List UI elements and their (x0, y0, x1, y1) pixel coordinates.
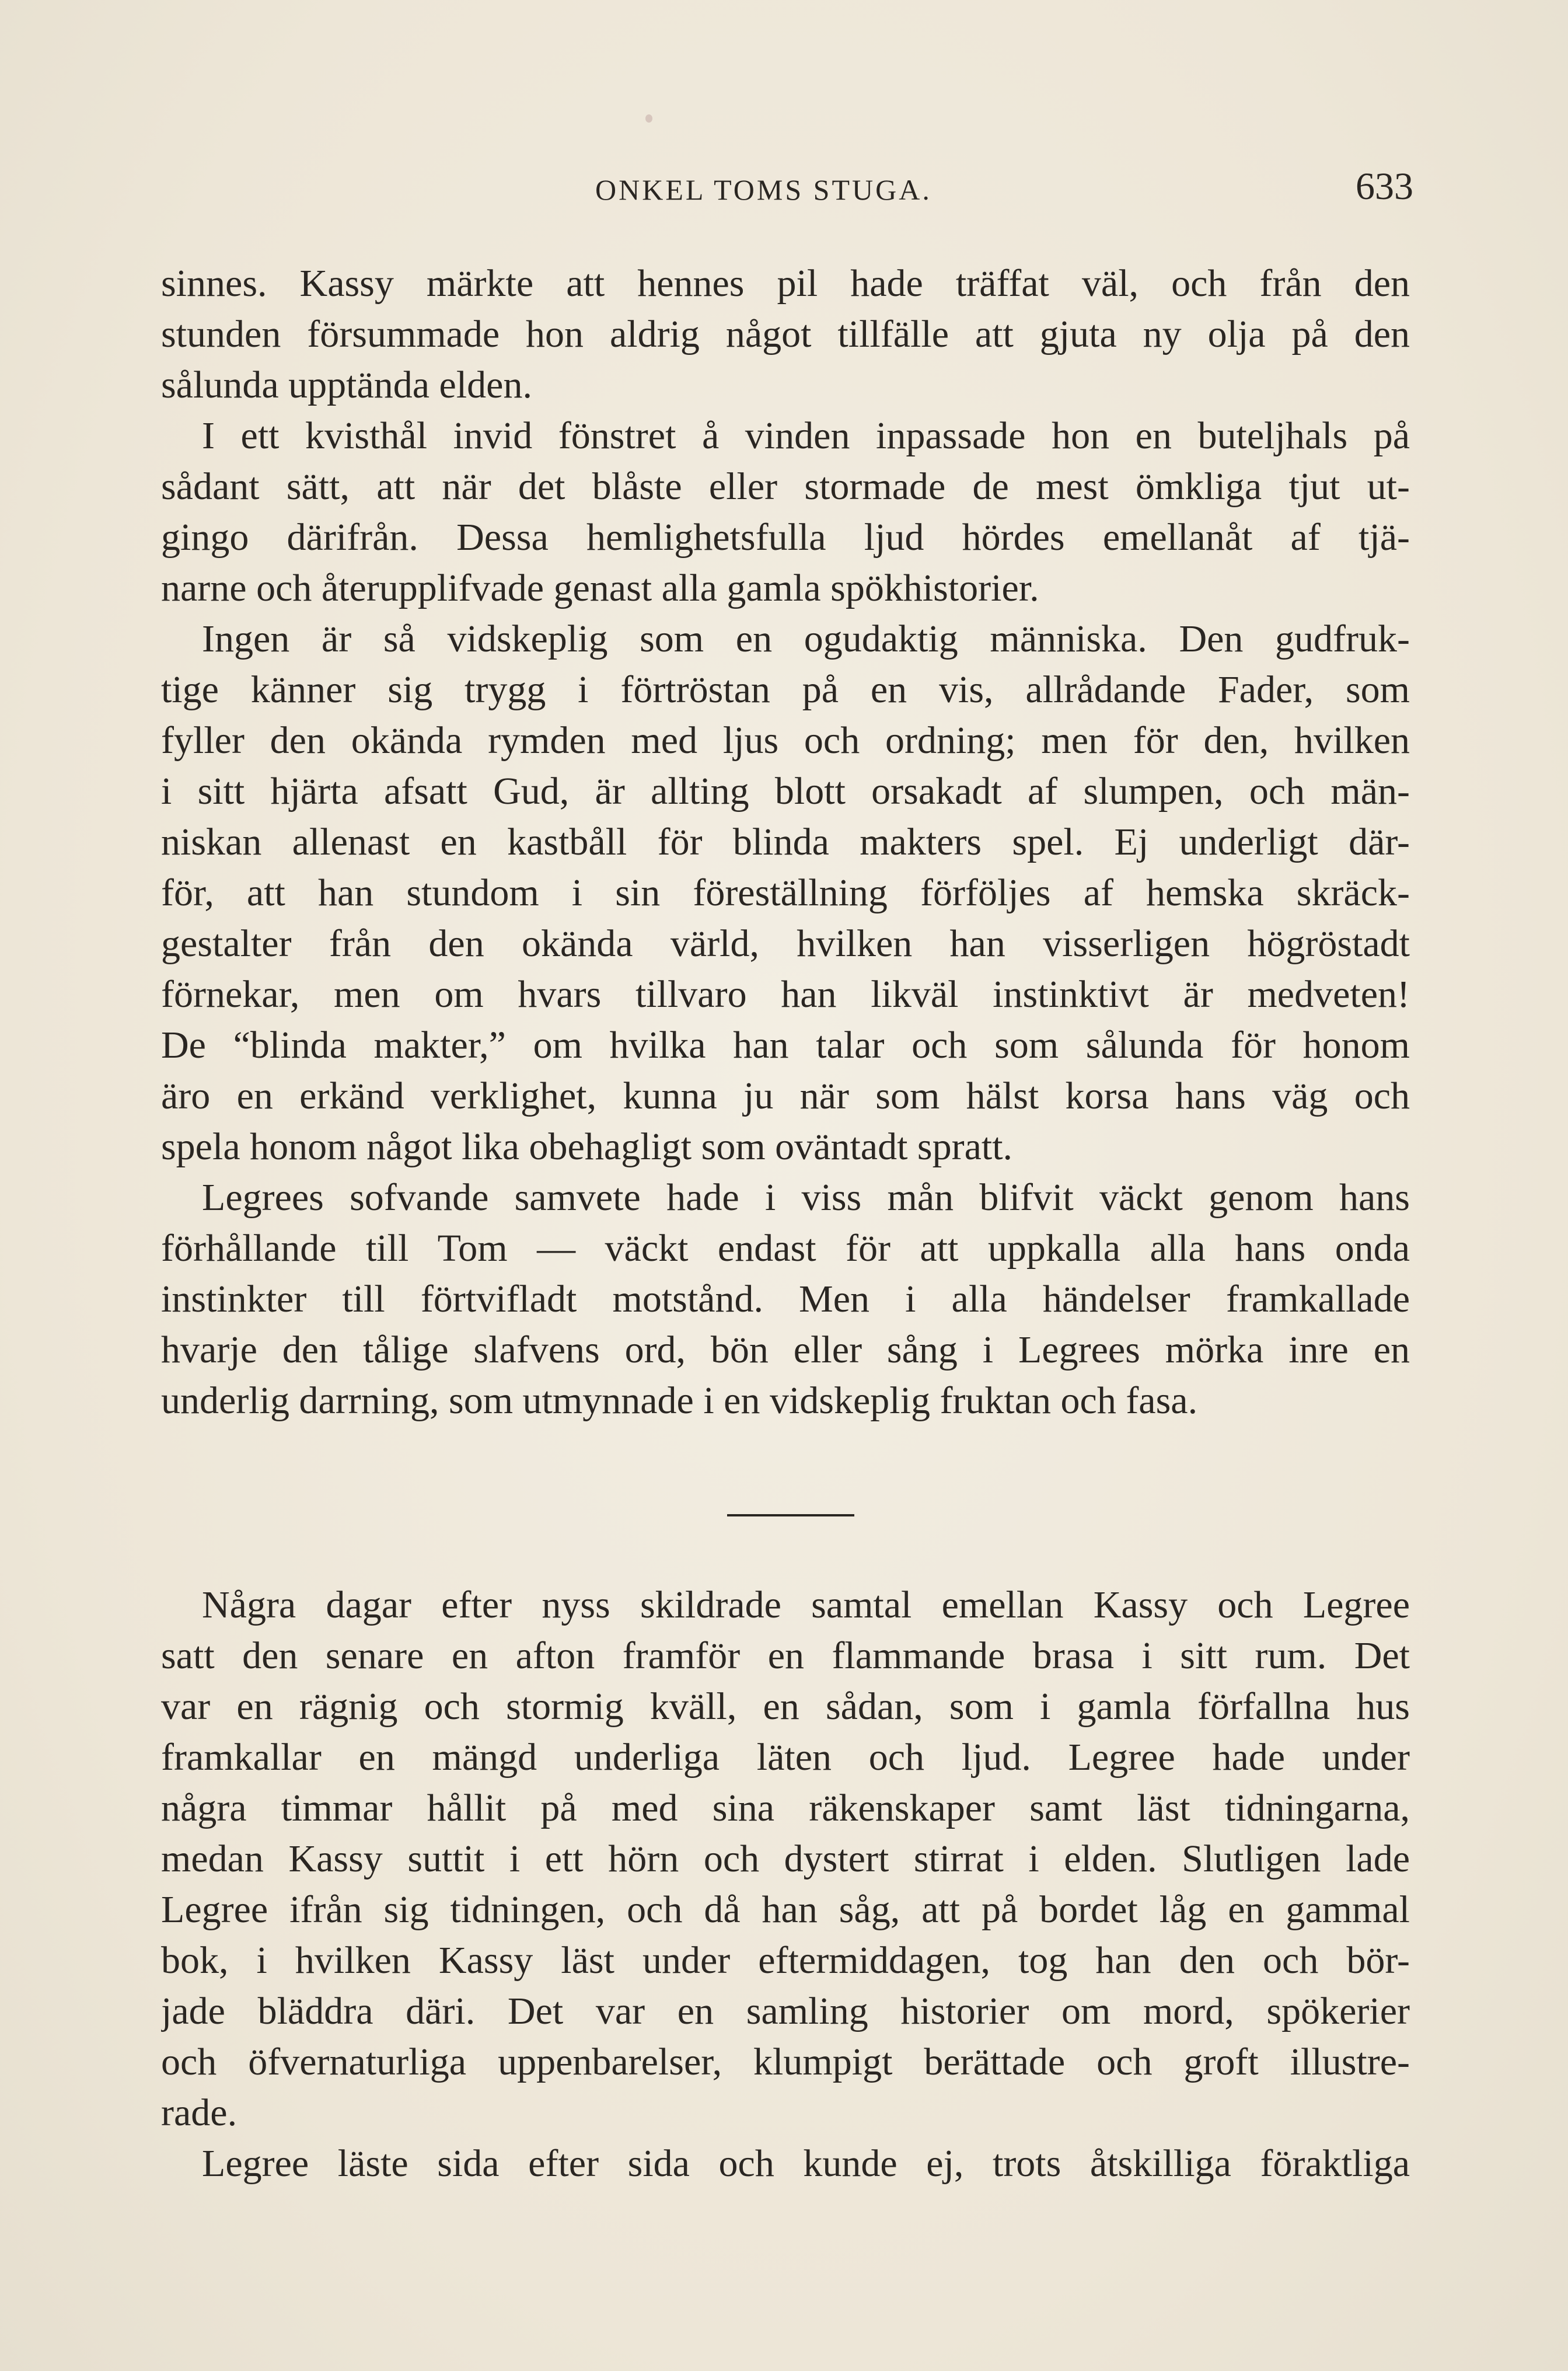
text-line: narne och återupplifvade genast alla gamla spökhistorier. (161, 567, 1039, 609)
text-line: sålunda upptända elden. (161, 364, 532, 406)
text-line: gingo därifrån. Dessa hemlighetsfulla ljud hördes emellanåt af tjä- (161, 516, 1410, 559)
text-line: sådant sätt, att när det blåste eller stormade de mest ömkliga tjut ut- (161, 465, 1410, 508)
text-line: spela honom något lika obehagligt som oväntadt spratt. (161, 1125, 1013, 1168)
text-line: medan Kassy suttit i ett hörn och dystert stirrat i elden. Slutligen lade (161, 1837, 1410, 1880)
paper-speck (645, 114, 652, 123)
text-line: satt den senare en afton framför en flammande brasa i sitt rum. Det (161, 1634, 1410, 1677)
page-number: 633 (1356, 165, 1413, 208)
text-line: och öfvernaturliga uppenbarelser, klumpigt berättade och groft illustre- (161, 2041, 1410, 2083)
text-line: bok, i hvilken Kassy läst under eftermiddagen, tog han den och bör- (161, 1939, 1410, 1982)
text-line: gestalter från den okända värld, hvilken han visserligen högröstadt (161, 922, 1410, 965)
text-line: De “blinda makter,” om hvilka han talar och som sålunda för honom (161, 1024, 1410, 1066)
text-line: rade. (161, 2091, 238, 2134)
text-line: Ingen är så vidskeplig som en ogudaktig människa. Den gudfruk- (202, 618, 1410, 660)
text-line: förhållande till Tom — väckt endast för att uppkalla alla hans onda (161, 1227, 1410, 1270)
text-line: hvarje den tålige slafvens ord, bön eller sång i Legrees mörka inre en (161, 1329, 1410, 1371)
text-line: instinkter till förtvifladt motstånd. Men i alla händelser framkallade (161, 1278, 1410, 1320)
text-line: I ett kvisthål invid fönstret å vinden inpassade hon en buteljhals på (202, 414, 1410, 457)
text-line: tige känner sig trygg i förtröstan på en vis, allrådande Fader, som (161, 668, 1410, 711)
text-line: förnekar, men om hvars tillvaro han likväl instinktivt är medveten! (161, 973, 1410, 1016)
text-line: Legree läste sida efter sida och kunde ej, trots åtskilliga föraktliga (202, 2142, 1410, 2185)
text-line: Legrees sofvande samvete hade i viss mån blifvit väckt genom hans (202, 1176, 1410, 1219)
text-line: stunden försummade hon aldrig något tillfälle att gjuta ny olja på den (161, 313, 1410, 355)
text-line: i sitt hjärta afsatt Gud, är allting blott orsakadt af slumpen, och män- (161, 770, 1410, 813)
text-line: för, att han stundom i sin föreställning förföljes af hemska skräck- (161, 871, 1410, 914)
text-line: niskan allenast en kastbåll för blinda makters spel. Ej underligt där- (161, 821, 1410, 863)
text-line: Några dagar efter nyss skildrade samtal emellan Kassy och Legree (202, 1584, 1410, 1626)
text-line: sinnes. Kassy märkte att hennes pil hade träffat väl, och från den (161, 262, 1410, 305)
text-line: var en rägnig och stormig kväll, en sådan, som i gamla förfallna hus (161, 1685, 1410, 1728)
text-line: äro en erkänd verklighet, kunna ju när som hälst korsa hans väg och (161, 1075, 1410, 1117)
running-title: ONKEL TOMS STUGA. (595, 173, 932, 206)
text-line: jade bläddra däri. Det var en samling historier om mord, spökerier (161, 1990, 1410, 2032)
section-2 (161, 1579, 1410, 2189)
text-line: framkallar en mängd underliga läten och ljud. Legree hade under (161, 1736, 1410, 1779)
text-line: Legree ifrån sig tidningen, och då han såg, att på bordet låg en gammal (161, 1888, 1410, 1931)
text-line: några timmar hållit på med sina räkenskaper samt läst tidningarna, (161, 1787, 1410, 1829)
text-line: fyller den okända rymden med ljus och ordning; men för den, hvilken (161, 719, 1410, 762)
text-line: underlig darrning, som utmynnade i en vidskeplig fruktan och fasa. (161, 1379, 1198, 1422)
section-divider (727, 1514, 854, 1516)
section-1 (161, 258, 1410, 1426)
